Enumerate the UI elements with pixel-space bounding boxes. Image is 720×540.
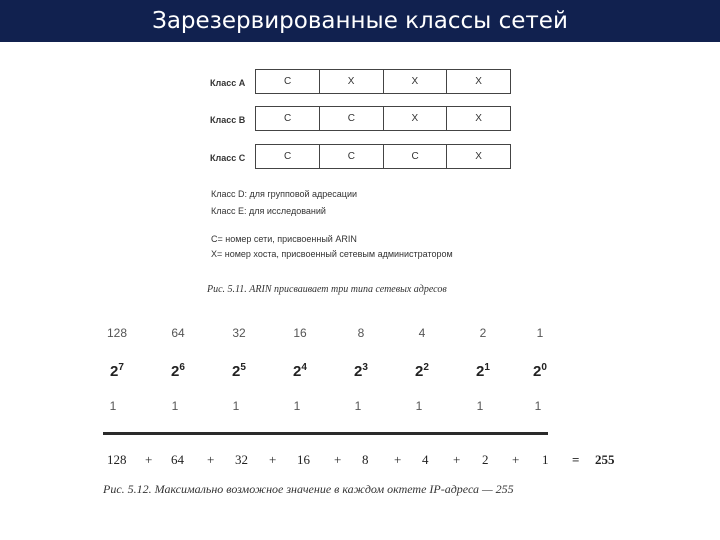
class-a-label: Класс A (210, 78, 246, 88)
sum-term: 4 (422, 452, 429, 467)
sum-result: 255 (595, 452, 615, 467)
power-of-two: $2^7$ (110, 362, 124, 380)
power-of-two: $2^0$ (533, 362, 547, 380)
figure1-caption: Рис. 5.11. ARIN присваивает три типа сетевых адресов (207, 284, 447, 295)
class-b-cell: C (284, 113, 292, 124)
sum-operator: + (394, 452, 402, 467)
power-of-two: $2^2$ (415, 362, 429, 380)
bit: 1 (534, 399, 542, 413)
note-c-legend: C= номер сети, присвоенный ARIN (211, 234, 357, 244)
bit: 1 (171, 399, 179, 413)
bit-value: 8 (357, 326, 365, 340)
class-c-cell: C (319, 145, 383, 168)
power-of-two: $2^3$ (354, 362, 368, 380)
class-c-cell: C (383, 145, 447, 168)
class-b-cell: X (383, 107, 447, 130)
sum-operator: + (512, 452, 520, 467)
sum-operator: + (269, 452, 277, 467)
slide-title: Зарезервированные классы сетей (152, 8, 568, 34)
class-c-cell: C (284, 151, 292, 162)
power-of-two: $2^1$ (476, 362, 490, 380)
class-a-cell: X (319, 70, 383, 93)
bit-value: 4 (418, 326, 426, 340)
note-class-e: Класс E: для исследований (211, 206, 326, 216)
bit: 1 (232, 399, 240, 413)
sum-operator: + (453, 452, 461, 467)
note-x-legend: X= номер хоста, присвоенный сетевым администратором (211, 249, 453, 259)
note-class-d: Класс D: для групповой адресации (211, 189, 358, 199)
power-of-two: $2^6$ (171, 362, 185, 380)
bit: 1 (109, 399, 117, 413)
class-c-cell: X (446, 145, 510, 168)
class-b-label: Класс B (210, 115, 246, 125)
bit: 1 (415, 399, 423, 413)
sum-term: 8 (362, 452, 369, 467)
class-a-cell: X (446, 70, 510, 93)
sum-term: 2 (482, 452, 489, 467)
power-of-two: $2^5$ (232, 362, 246, 380)
class-c-row (255, 144, 511, 169)
class-a-cell: C (284, 76, 292, 87)
bit-value: 128 (106, 326, 128, 340)
bit: 1 (476, 399, 484, 413)
bit-value: 16 (293, 326, 307, 340)
figure2-caption: Рис. 5.12. Максимально возможное значение в каждом октете IP-адреса — 255 (103, 482, 514, 496)
sum-operator: = (572, 452, 580, 467)
sum-term: 32 (235, 452, 248, 467)
class-b-row (255, 106, 511, 131)
sum-term: 64 (171, 452, 184, 467)
class-b-cell: C (319, 107, 383, 130)
bit-value: 2 (479, 326, 487, 340)
class-c-label: Класс C (210, 153, 246, 163)
sum-operator: + (334, 452, 342, 467)
bit: 1 (293, 399, 301, 413)
divider-line (103, 432, 548, 435)
class-b-cell: X (446, 107, 510, 130)
sum-term: 1 (542, 452, 549, 467)
bit-value: 64 (171, 326, 185, 340)
sum-term: 16 (297, 452, 310, 467)
sum-term: 128 (107, 452, 127, 467)
power-of-two: $2^4$ (293, 362, 307, 380)
bit-value: 32 (232, 326, 246, 340)
sum-operator: + (207, 452, 215, 467)
class-a-row (255, 69, 511, 94)
class-a-cell: X (383, 70, 447, 93)
sum-operator: + (145, 452, 153, 467)
bit-value: 1 (536, 326, 544, 340)
bit: 1 (354, 399, 362, 413)
